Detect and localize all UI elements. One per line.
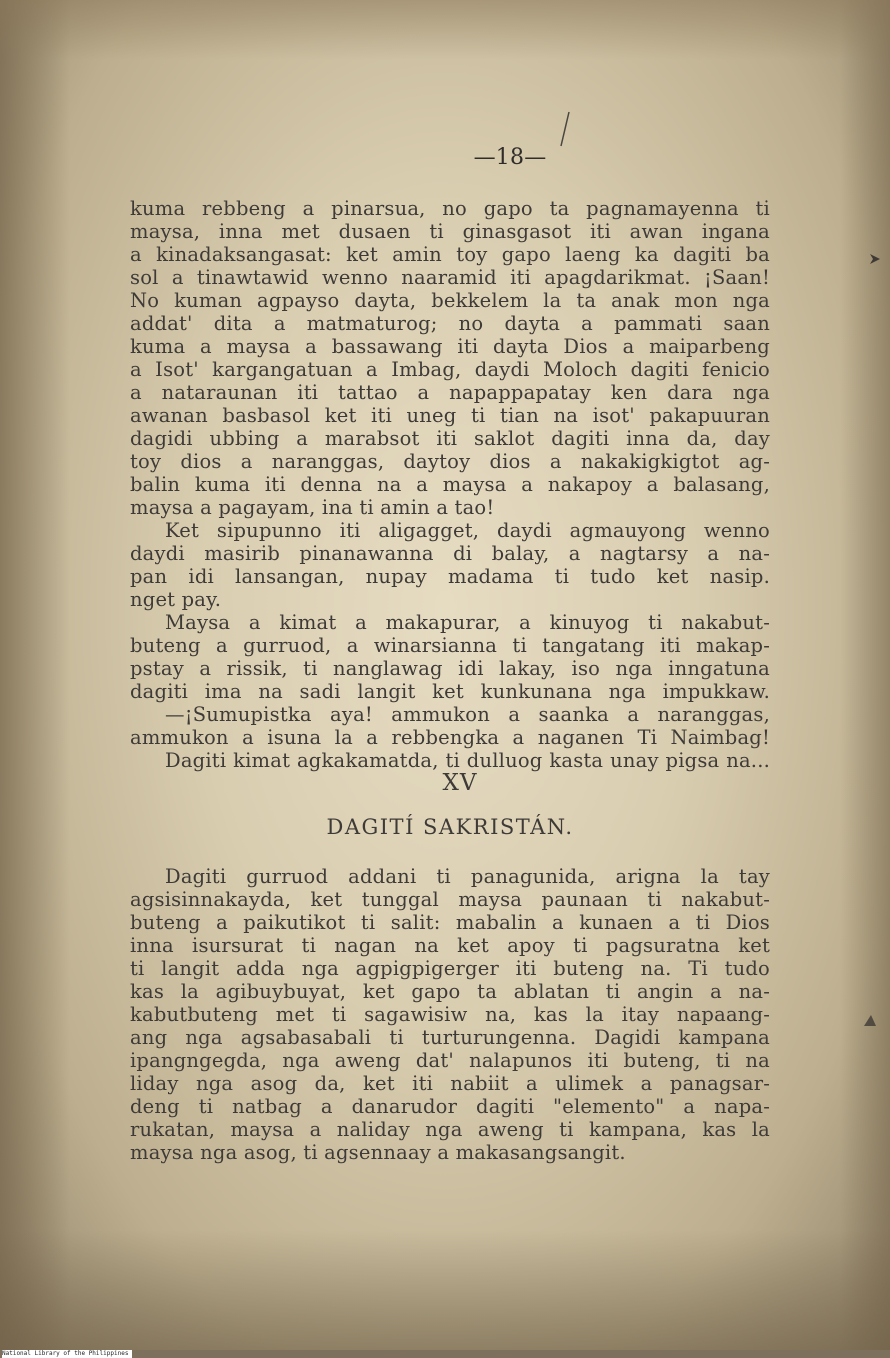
- text-line: a nataraunan iti tattao a napappapatay ken dara nga: [130, 381, 770, 404]
- text-line: deng ti natbag a danarudor dagiti "elemento" a napa-: [130, 1095, 770, 1118]
- text-line: awanan basbasol ket iti uneg ti tian na isot' pakapuuran: [130, 404, 770, 427]
- margin-ink-spot: [862, 1012, 880, 1030]
- text-line: sol a tinawtawid wenno naaramid iti apagdarikmat. ¡Saan!: [130, 266, 770, 289]
- text-line: Dagiti kimat agkakamatda, ti dulluog kasta unay pigsa na...: [165, 749, 770, 772]
- text-line: Dagiti gurruod addani ti panagunida, arigna la tay: [165, 865, 770, 888]
- text-line: daydi masirib pinanawanna di balay, a nagtarsy a na-: [130, 542, 770, 565]
- page-shadow-top: [0, 0, 890, 60]
- text-line: ipangngegda, nga aweng dat' nalapunos iti buteng, ti na: [130, 1049, 770, 1072]
- text-line: pan idi lansangan, nupay madama ti tudo ket nasip.: [130, 565, 770, 588]
- text-line: maysa a pagayam, ina ti amin a tao!: [130, 496, 495, 519]
- chapter-number: XV: [442, 770, 478, 796]
- text-line: pstay a rissik, ti nanglawag idi lakay, iso nga inngatuna: [130, 657, 770, 680]
- text-line: a Isot' kargangatuan a Imbag, daydi Moloch dagiti fenicio: [130, 358, 770, 381]
- text-line: nget pay.: [130, 588, 222, 611]
- margin-arrow-right: [868, 252, 882, 266]
- text-line: dagidi ubbing a marabsot iti saklot dagiti inna da, day: [130, 427, 770, 450]
- pencil-mark: [555, 110, 575, 150]
- text-line: dagiti ima na sadi langit ket kunkunana nga impukkaw.: [130, 680, 770, 703]
- text-line: ti langit adda nga agpigpigerger iti buteng na. Ti tudo: [130, 957, 770, 980]
- text-line: agsisinnakayda, ket tunggal maysa paunaan ti nakabut-: [130, 888, 770, 911]
- text-line: Ket sipupunno iti aligagget, daydi agmauyong wenno: [165, 519, 770, 542]
- text-line: inna isursurat ti nagan na ket apoy ti pagsuratna ket: [130, 934, 770, 957]
- text-line: Maysa a kimat a makapurar, a kinuyog ti nakabut-: [165, 611, 770, 634]
- page-number: —18—: [473, 145, 547, 170]
- page-shadow-bottom: [0, 1230, 890, 1350]
- text-line: kabutbuteng met ti sagawisiw na, kas la itay napaang-: [130, 1003, 770, 1026]
- page-shadow-left: [0, 0, 70, 1350]
- text-line: —¡Sumupistka aya! ammukon a saanka a naranggas,: [165, 703, 770, 726]
- text-line: buteng a paikutikot ti salit: mabalin a kunaen a ti Dios: [130, 911, 770, 934]
- text-line: ammukon a isuna la a rebbengka a naganen Ti Naimbag!: [130, 726, 770, 749]
- text-line: kas la agibuybuyat, ket gapo ta ablatan ti angin a na-: [130, 980, 770, 1003]
- text-line: kuma a maysa a bassawang iti dayta Dios a maiparbeng: [130, 335, 770, 358]
- text-line: No kuman agpayso dayta, bekkelem la ta anak mon nga: [130, 289, 770, 312]
- text-line: maysa, inna met dusaen ti ginasgasot iti awan ingana: [130, 220, 770, 243]
- text-line: liday nga asog da, ket iti nabiit a ulimek a panagsar-: [130, 1072, 770, 1095]
- text-line: buteng a gurruod, a winarsianna ti tangatang iti makap-: [130, 634, 770, 657]
- text-line: toy dios a naranggas, daytoy dios a nakakigkigtot ag-: [130, 450, 770, 473]
- text-line: maysa nga asog, ti agsennaay a makasangsangit.: [130, 1141, 626, 1164]
- text-line: balin kuma iti denna na a maysa a nakapoy a balasang,: [130, 473, 770, 496]
- text-line: addat' dita a matmaturog; no dayta a pammati saan: [130, 312, 770, 335]
- text-line: rukatan, maysa a naliday nga aweng ti kampana, kas la: [130, 1118, 770, 1141]
- page-shadow-right: [840, 0, 890, 1350]
- text-line: kuma rebbeng a pinarsua, no gapo ta pagnamayenna ti: [130, 197, 770, 220]
- chapter-title: DAGITÍ SAKRISTÁN.: [326, 815, 574, 839]
- library-credit: National Library of the Philippines: [2, 1350, 132, 1358]
- text-line: ang nga agsabasabali ti turturungenna. Dagidi kampana: [130, 1026, 770, 1049]
- text-line: a kinadaksangasat: ket amin toy gapo laeng ka dagiti ba: [130, 243, 770, 266]
